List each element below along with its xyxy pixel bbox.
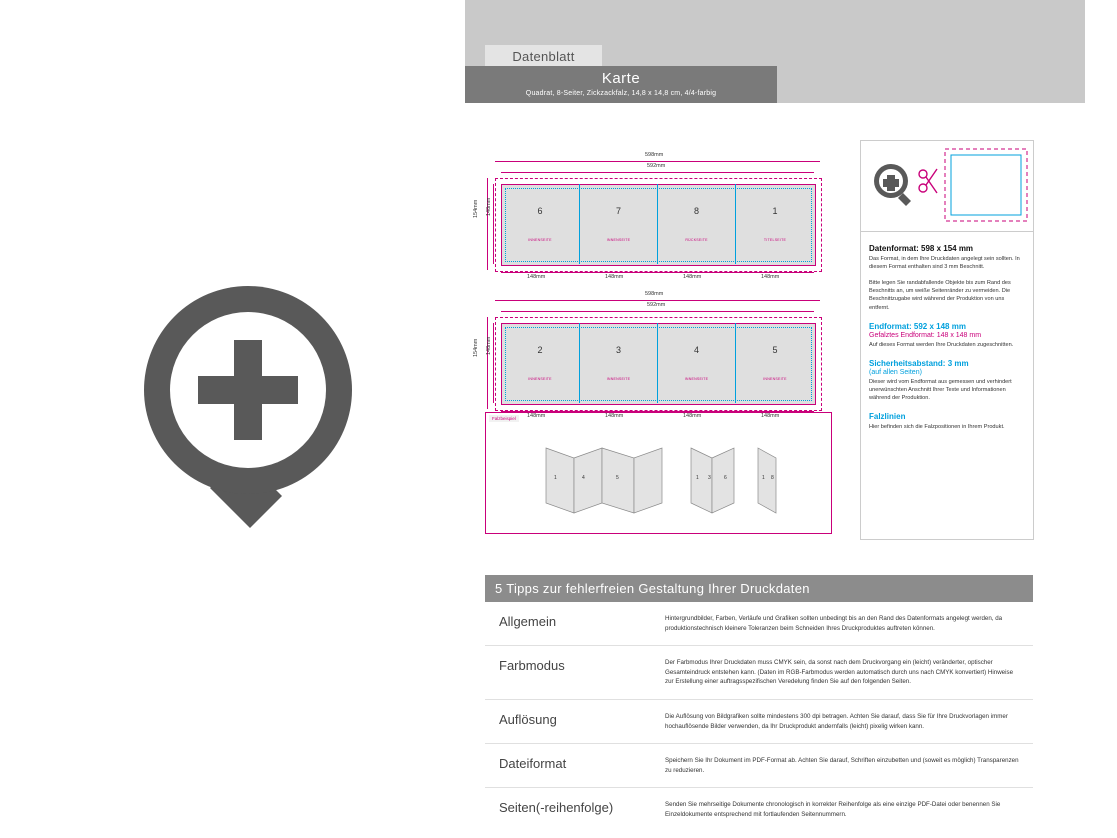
page-width-label: 148mm (683, 274, 702, 280)
fold-page-number: 1 (554, 475, 557, 481)
page-label: INNENSEITE (528, 377, 552, 381)
page-label: INNENSEITE (684, 377, 709, 381)
info-heading: Sicherheitsabstand: 3 mm (869, 358, 969, 368)
tip-text: Die Auflösung von Bildgrafiken sollte mindestens 300 dpi betragen. Achten Sie darauf, dass Sie für Ihre Druckvorlagen immer hochauflösende Bilder verwenden, da Ihr Druckprodukt andernfalls (leicht) pixelig wirken kann. (665, 713, 1008, 730)
page-number: 4 (693, 345, 699, 355)
dim-line (495, 161, 820, 162)
fold-example-label: Falzbeispiel (489, 415, 519, 422)
page-label: INNENSEITE (763, 377, 787, 381)
dim-line (493, 184, 494, 264)
page-number: 7 (615, 206, 621, 216)
page-number: 1 (772, 206, 778, 216)
info-subheading: (auf allen Seiten) (869, 368, 922, 376)
info-heading: Falzlinien (869, 412, 906, 422)
page-width-label: 148mm (683, 413, 702, 419)
tip-text: Senden Sie mehrseitige Dokumente chronologisch in korrekter Reihenfolge als eine einzige PDF-Datei oder benennen Sie Einzeldokumente entsprechend mit fortlaufenden Seitennummern. (665, 801, 1001, 819)
top-width-outer-label: 598mm (645, 152, 664, 158)
fold-page-number: 4 (582, 475, 585, 481)
top-height-outer-label: 154mm (473, 199, 479, 218)
info-paragraph: Hier befinden sich die Falzpositionen in Ihrem Produkt. (869, 424, 1005, 431)
header-spacer (465, 103, 1117, 110)
dim-line (501, 272, 814, 273)
page-label: INNENSEITE (528, 238, 552, 242)
fold-example-box (485, 412, 832, 534)
fold-page-number: 6 (724, 475, 727, 481)
top-height-inner-label: 148mm (486, 197, 492, 216)
tip-text: Speichern Sie Ihr Dokument im PDF-Format ab. Achten Sie darauf, Schriften einzubetten und (soweit es möglich) Transparenzen zu reduzieren. (665, 757, 1019, 774)
page-label: INNENSEITE (606, 377, 631, 381)
dim-line (495, 300, 820, 301)
layout-diagram (473, 140, 860, 550)
top-safety-box (505, 188, 812, 262)
info-heading: Endformat: 592 x 148 mm (869, 321, 966, 331)
tab-datenblatt-label: Datenblatt (512, 48, 575, 64)
tip-name: Farbmodus (499, 658, 565, 674)
info-paragraph: Bitte legen Sie randabfallende Objekte bis zum Rand des Beschnitts an, um weiße Seitenränder zu vermeiden. Die Beschnittzugabe wird während der Produktion von uns entfernt. (869, 280, 1011, 311)
page-width-label: 148mm (761, 274, 780, 280)
dim-line (501, 172, 814, 173)
dim-line (493, 323, 494, 403)
page-number: 3 (615, 345, 621, 355)
top-width-inner-label: 592mm (647, 163, 666, 169)
tip-text: Der Farbmodus Ihrer Druckdaten muss CMYK sein, da sonst nach dem Druckvorgang ein (leicht) veränderter, optischer Gesamteindruck entstehen kann. (Daten im RGB-Farbmodus werden automatisch durch uns nach CMYK konvertiert) Hinweise zur Erstellung einer auftragsspezifischen Veredelung finden Sie auf den folgenden Seiten. (665, 659, 1014, 686)
page-width-label: 148mm (527, 413, 546, 419)
tips-title: 5 Tipps zur fehlerfreien Gestaltung Ihrer Druckdaten (485, 575, 1033, 602)
page-width-label: 148mm (527, 274, 546, 280)
info-illustration (861, 141, 1033, 232)
info-heading: Datenformat: 598 x 154 mm (869, 244, 974, 253)
info-paragraph: Dieser wird vom Endformat aus gemessen und verhindert unerwünschten Anschnitt Ihrer Texte und Informationen während der Produktion. (869, 378, 1012, 401)
table-row (485, 646, 1033, 700)
document-sheet (465, 0, 1117, 838)
page-width-label: 148mm (605, 413, 624, 419)
info-subheading: Gefalztes Endformat: 148 x 148 mm (869, 331, 982, 339)
info-panel (860, 140, 1034, 540)
bottom-width-outer-label: 598mm (645, 291, 664, 297)
page-subtitle: Quadrat, 8-Seiter, Zickzackfalz, 14,8 x 14,8 cm, 4/4-farbig (525, 90, 717, 97)
table-row (485, 744, 1033, 788)
table-row (485, 788, 1033, 831)
tip-name: Allgemein (499, 614, 557, 629)
tips-table (485, 575, 1033, 832)
page-title: Karte (601, 70, 641, 87)
tip-text: Hintergrundbilder, Farben, Verläufe und Grafiken sollten unbedingt bis an den Rand des Datenformats angelegt werden, da produktionstechnisch kleinere Toleranzen beim Schneiden Ihres Druckproduktes auftreten können. (665, 615, 1003, 632)
dim-line (487, 317, 488, 409)
bottom-height-outer-label: 154mm (473, 338, 479, 357)
page-number: 6 (537, 206, 543, 216)
bottom-width-inner-label: 592mm (647, 302, 666, 308)
table-row (485, 700, 1033, 744)
bottom-safety-box (505, 327, 812, 401)
fold-page-number: 3 (708, 475, 711, 481)
page-number: 5 (772, 345, 778, 355)
page-number: 2 (537, 345, 543, 355)
fold-page-number: 1 (762, 475, 765, 481)
fold-page-number: 8 (771, 475, 774, 481)
page-label: RÜCKSEITE (685, 238, 708, 242)
magnifier-plus-icon (100, 280, 360, 560)
info-text-block (861, 232, 1033, 439)
dim-line (501, 311, 814, 312)
tip-name: Seiten(-reihenfolge) (499, 800, 614, 816)
dim-line (487, 178, 488, 270)
page-width-label: 148mm (761, 413, 780, 419)
fold-page-number: 5 (616, 475, 619, 481)
info-paragraph: Das Format, in dem Ihre Druckdaten angelegt sein sollten. In diesem Format enthalten sind 3 mm Beschnitt. (869, 256, 1020, 271)
page-number: 8 (693, 206, 699, 216)
tab-datenblatt[interactable] (485, 45, 602, 67)
tip-name: Auflösung (499, 712, 557, 728)
info-paragraph: Auf dieses Format werden Ihre Druckdaten zugeschnitten. (869, 341, 1014, 348)
page-width-label: 148mm (605, 274, 624, 280)
tip-name: Dateiformat (499, 756, 567, 772)
magnifier-preview-area (0, 0, 465, 838)
bottom-height-inner-label: 148mm (486, 336, 492, 355)
table-row (485, 602, 1033, 646)
page-label: TITELSEITE (763, 238, 787, 242)
document-title-bar (465, 66, 777, 103)
page-label: INNENSEITE (606, 238, 631, 242)
fold-page-number: 1 (696, 475, 699, 481)
sheet-right-margin (1085, 0, 1117, 838)
